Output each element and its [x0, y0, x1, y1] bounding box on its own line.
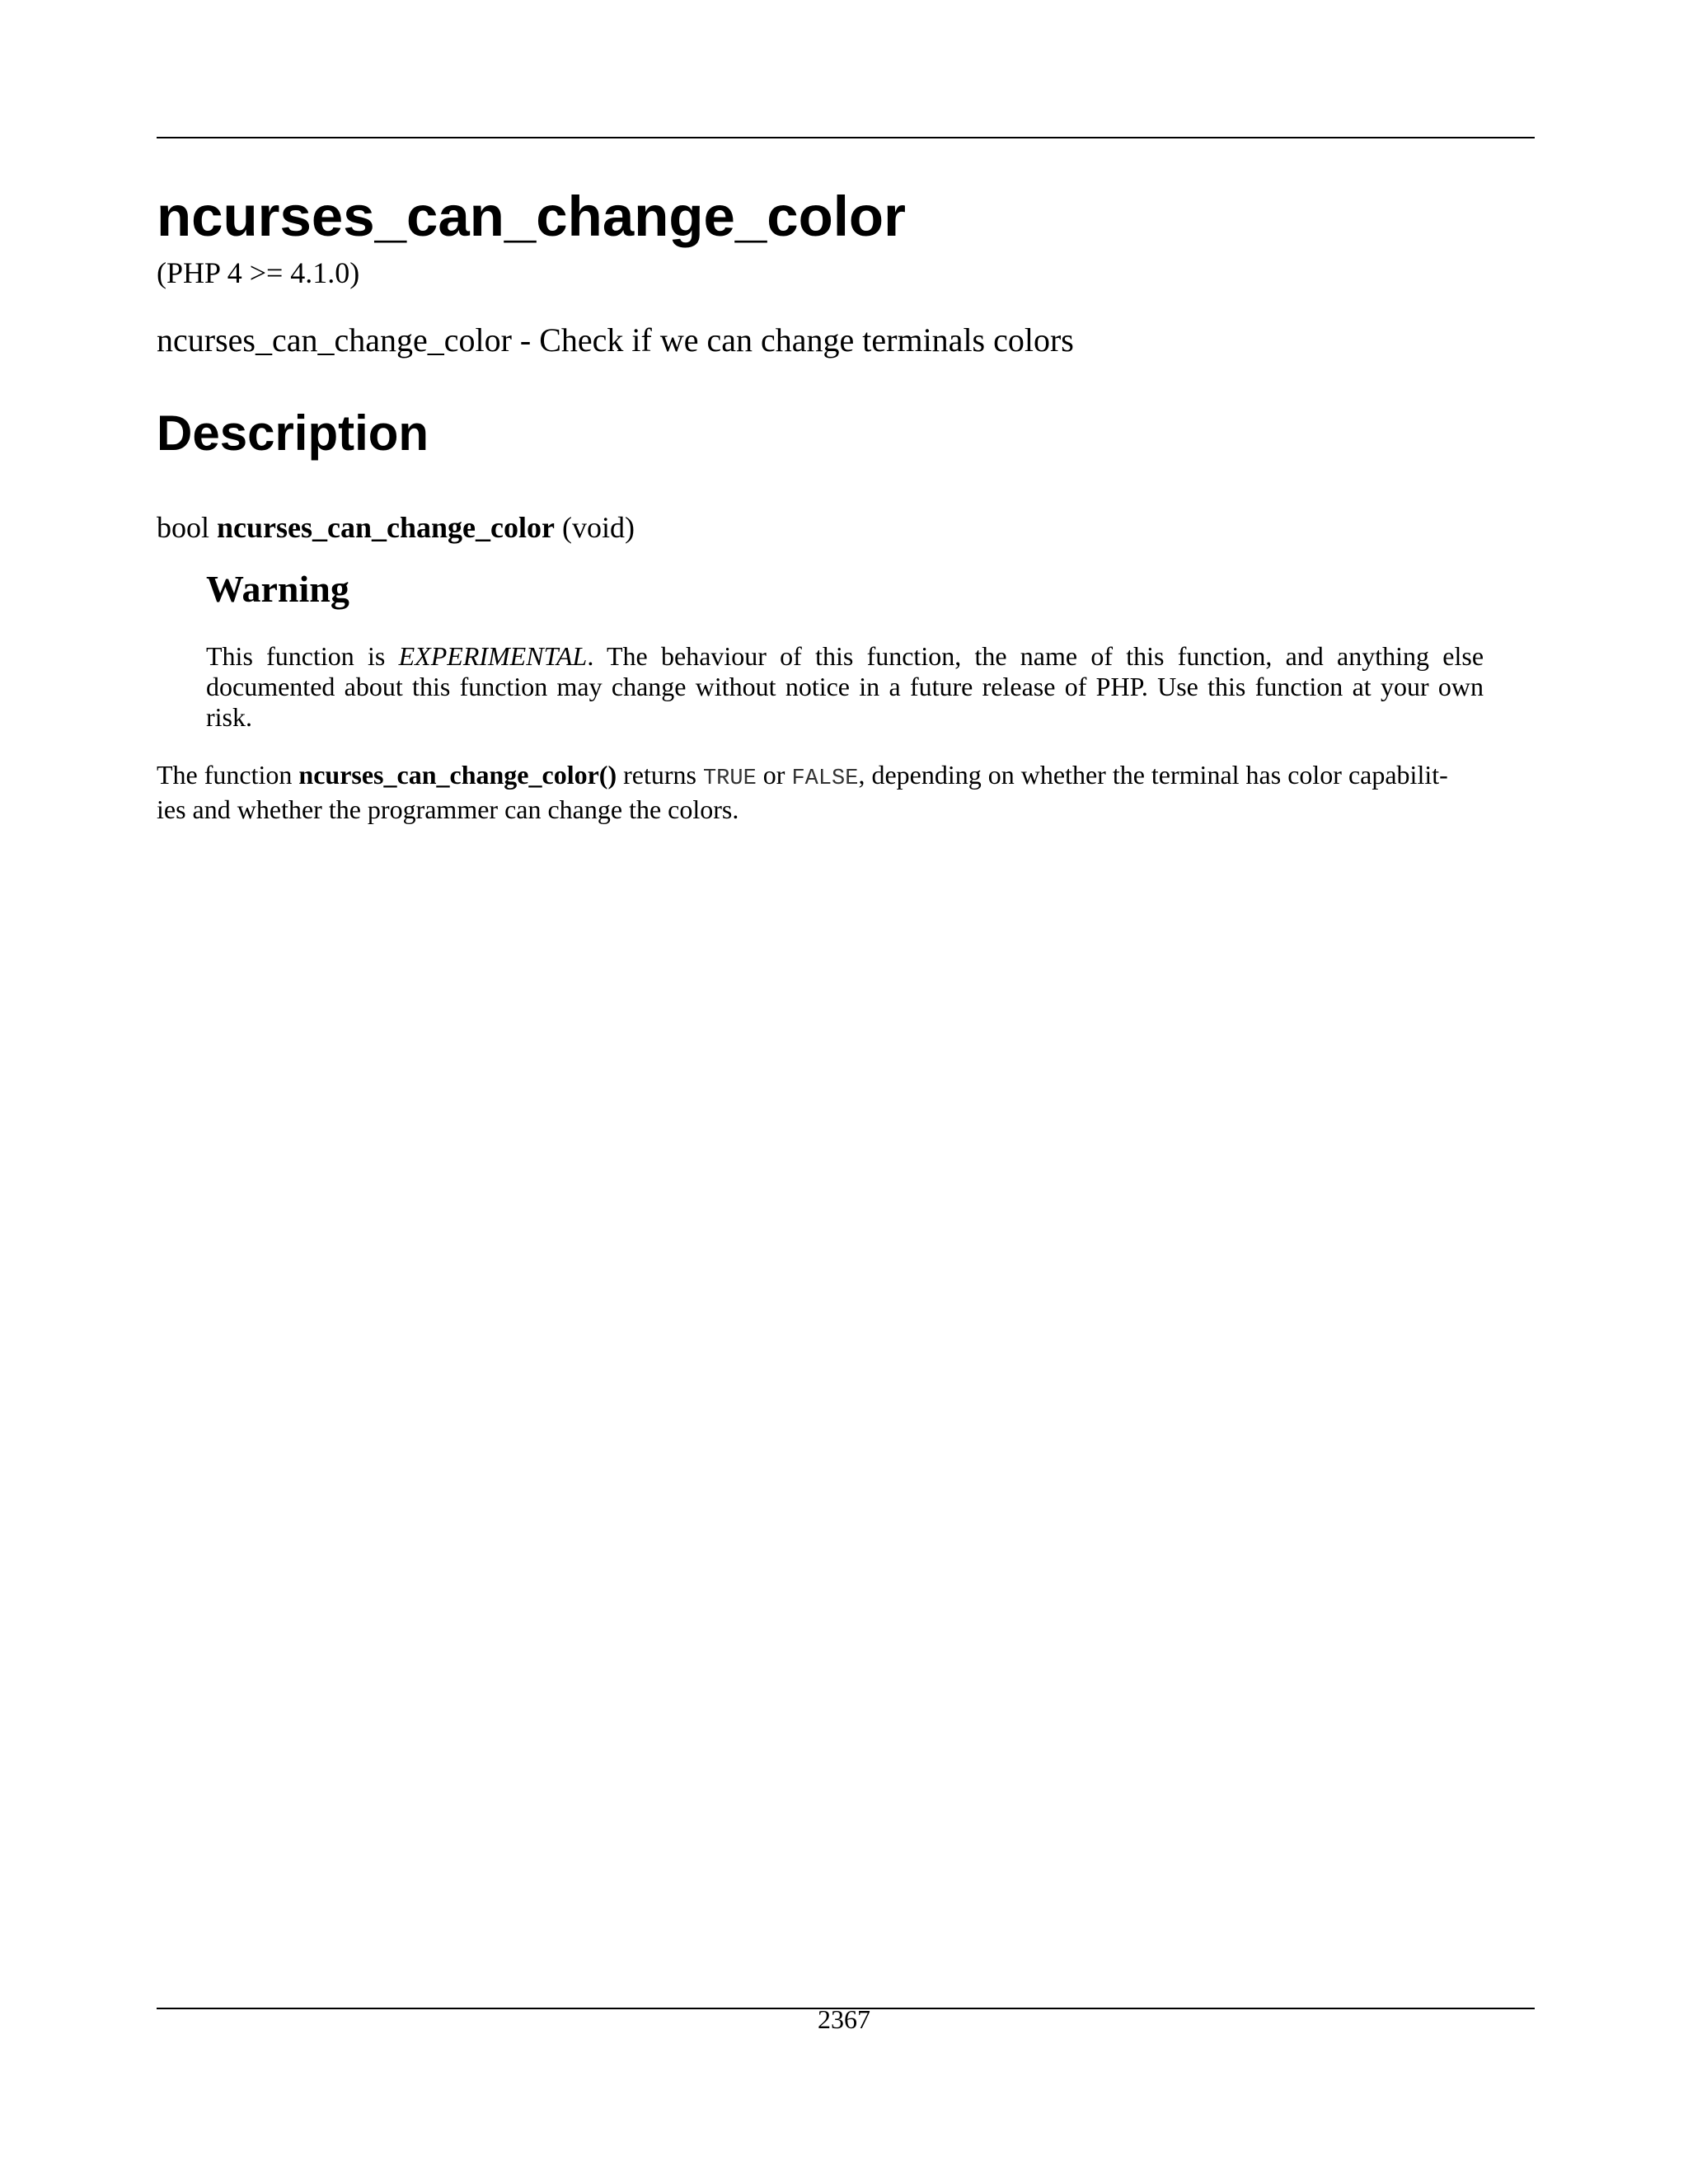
body-text-2: returns [623, 760, 696, 790]
warning-text-after: . The behaviour of this function, the name of this function, and anything else documented about this function may change without notice in a future release of PHP. Use this function at your own risk. [206, 641, 1484, 732]
synopsis-function-name: ncurses_can_change_color [217, 511, 555, 544]
warning-text [206, 641, 1484, 733]
page-number: 2367 [818, 2004, 870, 2034]
body-text-3: or [762, 760, 785, 790]
synopsis-params: (void) [561, 511, 635, 544]
description-paragraph [157, 760, 1535, 825]
warning-text-before: This function is [206, 641, 386, 671]
constant-true: TRUE [702, 766, 757, 791]
function-synopsis [157, 513, 635, 542]
body-text-1: The function [157, 760, 293, 790]
page-title: ncurses_can_change_color [157, 185, 906, 248]
section-heading: Description [157, 405, 429, 461]
body-text-4-line1: , depending on whether the terminal has color capabilit- [858, 760, 1448, 790]
function-summary: ncurses_can_change_color - Check if we can change terminals colors [157, 321, 1074, 359]
constant-false: FALSE [791, 766, 859, 791]
header-rule [157, 137, 1535, 138]
synopsis-return-type: bool [157, 511, 210, 544]
warning-title: Warning [206, 568, 349, 610]
version-info: (PHP 4 >= 4.1.0) [157, 256, 360, 289]
body-text-4-line2: ies and whether the programmer can change the colors. [157, 794, 739, 824]
warning-emphasis: EXPERIMENTAL [398, 641, 588, 671]
body-function-ref: ncurses_can_change_color() [298, 760, 617, 790]
